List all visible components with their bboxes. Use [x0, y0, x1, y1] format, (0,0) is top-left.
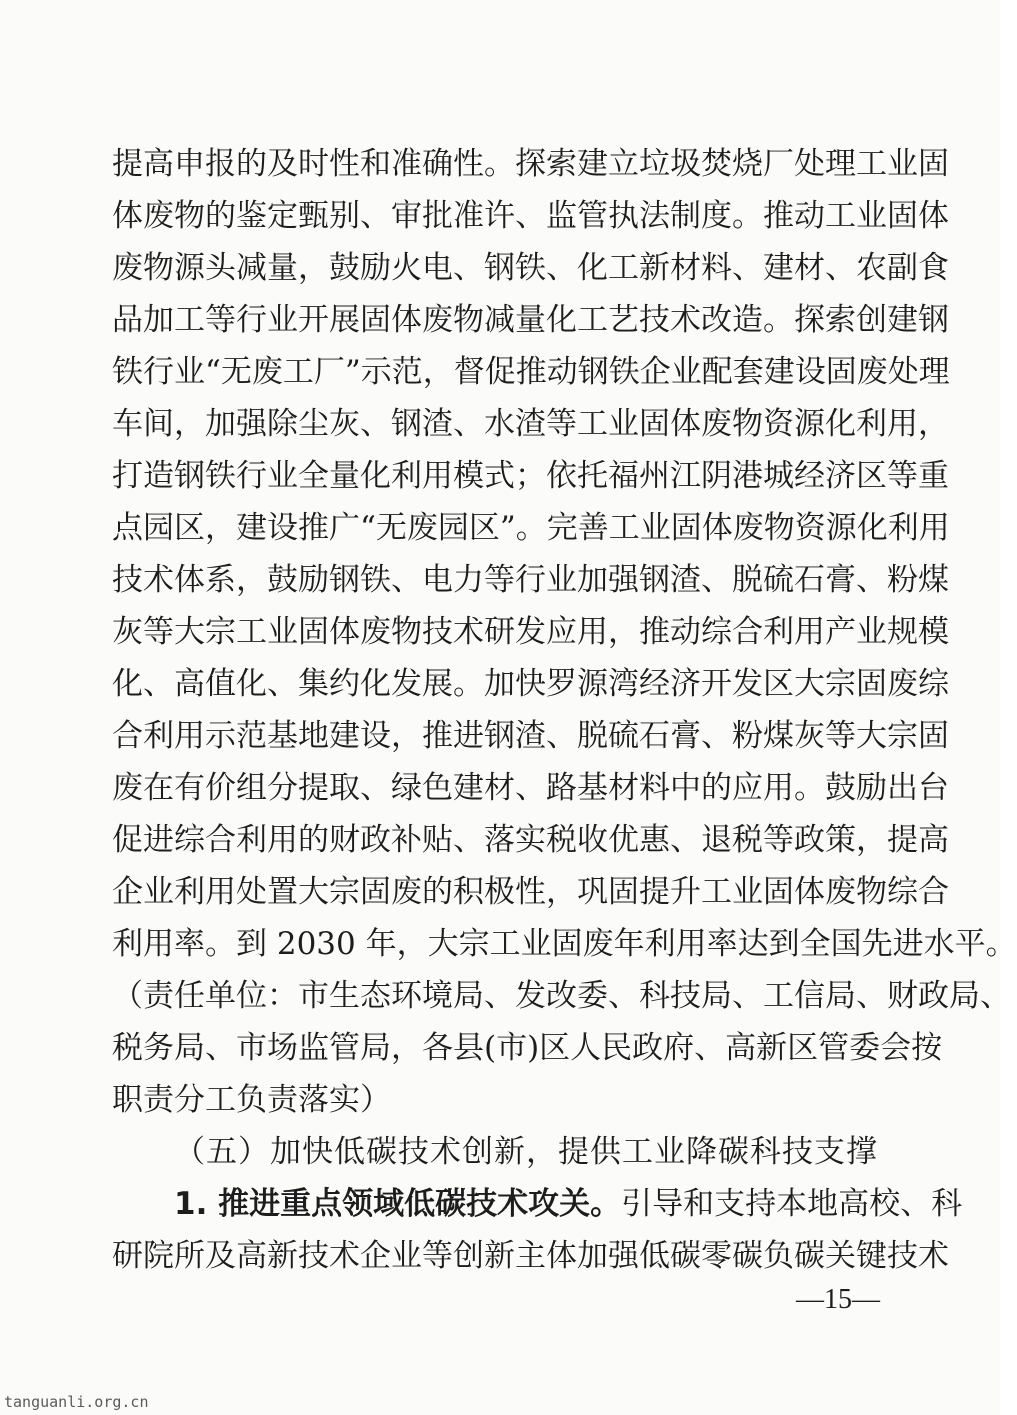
- paragraph-line: 职责分工负责落实）: [112, 1082, 391, 1118]
- paragraph-line: 灰等大宗工业固体废物技术研发应用，推动综合利用产业规模: [112, 614, 949, 650]
- page-number: —15—: [796, 1284, 880, 1315]
- paragraph-line: 合利用示范基地建设，推进钢渣、脱硫石膏、粉煤灰等大宗固: [112, 718, 949, 754]
- paragraph-line: 研院所及高新技术企业等创新主体加强低碳零碳负碳关键技术: [112, 1238, 949, 1274]
- paragraph-line: 利用率。到 2030 年，大宗工业固废年利用率达到全国先进水平。: [112, 926, 1017, 962]
- paragraph-line: 车间，加强除尘灰、钢渣、水渣等工业固体废物资源化利用，: [112, 406, 949, 442]
- paragraph-line: 促进综合利用的财政补贴、落实税收优惠、退税等政策，提高: [112, 822, 949, 858]
- paragraph-line: 税务局、市场监管局，各县(市)区人民政府、高新区管委会按: [112, 1030, 943, 1066]
- paragraph-line: 废物源头减量，鼓励火电、钢铁、化工新材料、建材、农副食: [112, 250, 949, 286]
- paragraph-line: 体废物的鉴定甄别、审批准许、监管执法制度。推动工业固体: [112, 198, 949, 234]
- section-heading: （五）加快低碳技术创新，提供工业降碳科技支撑: [174, 1134, 878, 1170]
- watermark-text: tanguanli.org.cn: [4, 1393, 149, 1411]
- paragraph-line: 点园区，建设推广“无废园区”。完善工业固体废物资源化利用: [112, 510, 950, 546]
- item-lead: 1. 推进重点领域低碳技术攻关。: [174, 1186, 622, 1222]
- paragraph-line: 品加工等行业开展固体废物减量化工艺技术改造。探索创建钢: [112, 302, 949, 338]
- paragraph-line: 企业利用处置大宗固废的积极性，巩固提升工业固体废物综合: [112, 874, 949, 910]
- numbered-item-line: [174, 1182, 963, 1226]
- paragraph-line: 提高申报的及时性和准确性。探索建立垃圾焚烧厂处理工业固: [112, 146, 949, 182]
- paragraph-line: 铁行业“无废工厂”示范，督促推动钢铁企业配套建设固废处理: [112, 354, 950, 390]
- item-lead-rest: 引导和支持本地高校、科: [621, 1186, 963, 1222]
- paragraph-line: （责任单位：市生态环境局、发改委、科技局、工信局、财政局、: [112, 978, 1011, 1014]
- paragraph-line: 技术体系，鼓励钢铁、电力等行业加强钢渣、脱硫石膏、粉煤: [112, 562, 949, 598]
- paragraph-line: 打造钢铁行业全量化利用模式；依托福州江阴港城经济区等重: [112, 458, 949, 494]
- paragraph-line: 化、高值化、集约化发展。加快罗源湾经济开发区大宗固废综: [112, 666, 949, 702]
- paragraph-line: 废在有价组分提取、绿色建材、路基材料中的应用。鼓励出台: [112, 770, 949, 806]
